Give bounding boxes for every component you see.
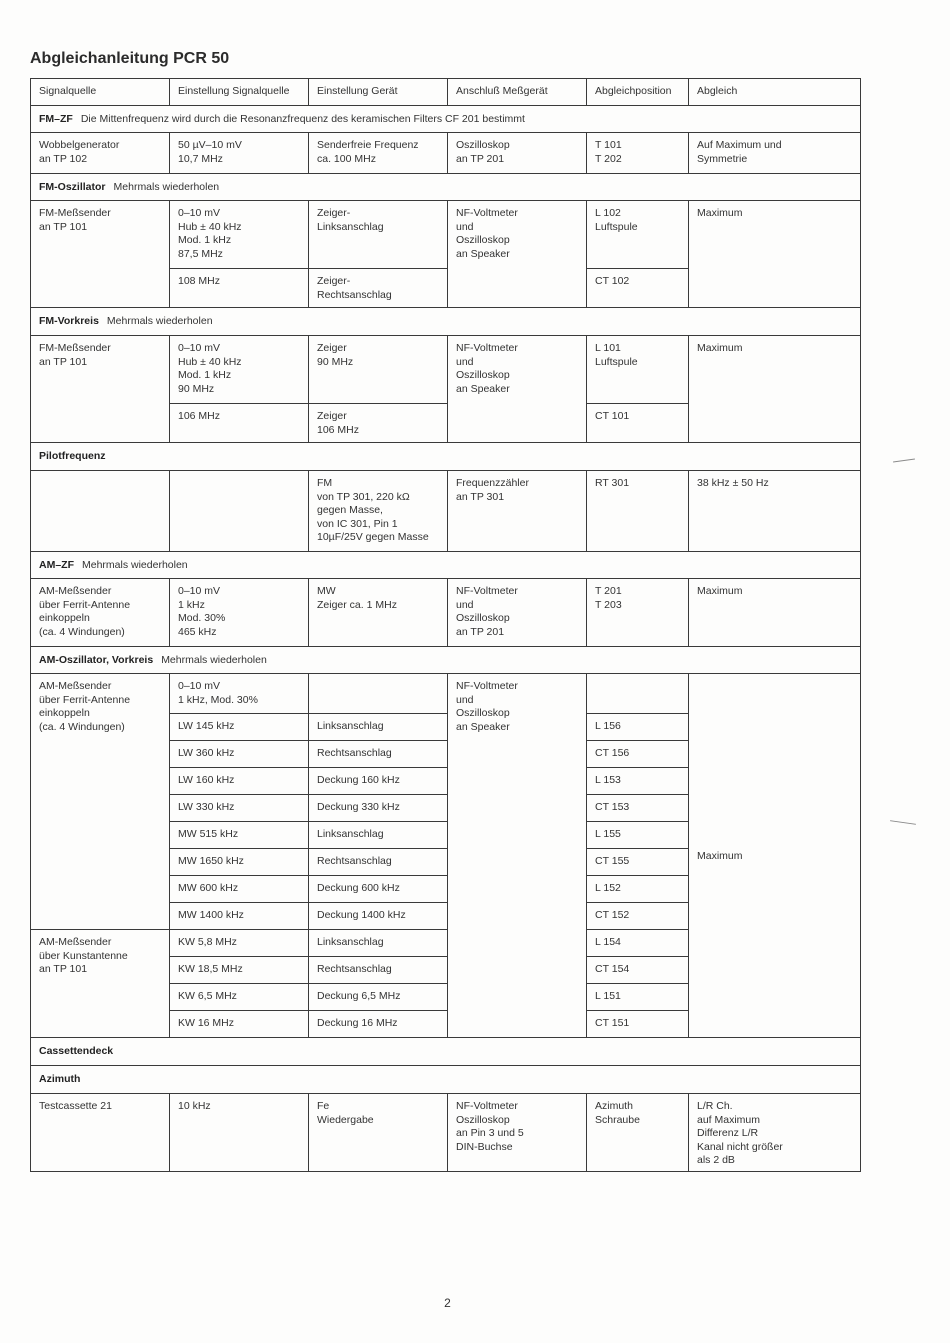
table-cell: LW 330 kHz [170,795,309,822]
table-cell: CT 154 [587,957,689,984]
table-cell: KW 5,8 MHz [170,930,309,957]
table-cell: Linksanschlag [309,822,448,849]
section-title: Pilotfrequenz [39,450,106,462]
section-note: Mehrmals wiederholen [106,315,213,327]
table-cell: Maximum [689,674,861,1038]
table-cell: KW 18,5 MHz [170,957,309,984]
table-cell: FM-Meßsender an TP 101 [31,201,170,308]
table-cell: Deckung 330 kHz [309,795,448,822]
table-cell: Testcassette 21 [31,1094,170,1172]
section-heading [31,308,861,336]
table-cell: 0–10 mV 1 kHz Mod. 30% 465 kHz [170,579,309,647]
table-cell: Rechtsanschlag [309,957,448,984]
table-cell: Oszilloskop an TP 201 [448,133,587,174]
table-cell: Azimuth Schraube [587,1094,689,1172]
table-cell: CT 152 [587,903,689,930]
table-cell: CT 153 [587,795,689,822]
table-cell: Deckung 1400 kHz [309,903,448,930]
table-cell [31,471,170,552]
table-cell: Frequenzzähler an TP 301 [448,471,587,552]
table-cell: Rechtsanschlag [309,741,448,768]
table-cell: L 101 Luftspule [587,336,689,404]
table-cell: CT 102 [587,269,689,308]
table-cell: MW 600 kHz [170,876,309,903]
section-heading [31,1038,861,1066]
table-cell: KW 6,5 MHz [170,984,309,1011]
table-cell: Deckung 6,5 MHz [309,984,448,1011]
table-cell: NF-Voltmeter und Oszilloskop an Speaker [448,336,587,443]
table-cell: Zeiger- Linksanschlag [309,201,448,269]
scan-mark [890,820,916,825]
table-cell: T 101 T 202 [587,133,689,174]
section-row-azimuth [31,1066,861,1094]
table-row [31,133,861,174]
section-heading [31,443,861,471]
section-row-pilotfrequenz [31,443,861,471]
table-cell: L 102 Luftspule [587,201,689,269]
table-cell: MW 1650 kHz [170,849,309,876]
section-row-fm-zf [31,106,861,133]
header-cell: Abgleichposition [587,79,689,106]
section-heading [31,552,861,579]
table-cell: Maximum [689,579,861,647]
table-cell: KW 16 MHz [170,1011,309,1038]
table-cell: Linksanschlag [309,930,448,957]
header-cell: Einstellung Gerät [309,79,448,106]
adjustment-table-container [30,78,860,1172]
table-cell: NF-Voltmeter Oszilloskop an Pin 3 und 5 DIN-Buchse [448,1094,587,1172]
table-cell: L 152 [587,876,689,903]
section-title: FM-Oszillator [39,181,106,193]
table-cell: LW 160 kHz [170,768,309,795]
table-cell: NF-Voltmeter und Oszilloskop an Speaker [448,674,587,1038]
table-cell: Zeiger- Rechtsanschlag [309,269,448,308]
table-cell: 38 kHz ± 50 Hz [689,471,861,552]
section-title: Cassettendeck [39,1045,114,1057]
table-cell: Rechtsanschlag [309,849,448,876]
table-row [31,674,861,714]
table-cell: 0–10 mV Hub ± 40 kHz Mod. 1 kHz 90 MHz [170,336,309,404]
header-cell: Anschluß Meßgerät [448,79,587,106]
table-cell: L 156 [587,714,689,741]
scan-mark [893,458,915,462]
adjustment-table [30,78,861,1172]
table-cell: LW 360 kHz [170,741,309,768]
table-row [31,579,861,647]
section-row-cassettendeck [31,1038,861,1066]
table-cell: AM-Meßsender über Kunstantenne an TP 101 [31,930,170,1038]
section-heading [31,106,861,133]
section-title: AM–ZF [39,559,74,571]
table-cell: Zeiger 106 MHz [309,404,448,443]
table-header-row [31,79,861,106]
section-note: Mehrmals wiederholen [161,654,267,666]
table-cell: CT 101 [587,404,689,443]
table-cell: CT 151 [587,1011,689,1038]
table-cell: MW Zeiger ca. 1 MHz [309,579,448,647]
section-title: FM-Vorkreis [39,315,99,327]
section-note: Mehrmals wiederholen [82,559,188,571]
table-cell: Deckung 160 kHz [309,768,448,795]
section-row-am-zf [31,552,861,579]
table-cell: L 153 [587,768,689,795]
table-cell: Deckung 16 MHz [309,1011,448,1038]
table-cell: 0–10 mV 1 kHz, Mod. 30% [170,674,309,714]
section-heading [31,174,861,201]
table-cell: FM-Meßsender an TP 101 [31,336,170,443]
section-title: Azimuth [39,1073,81,1085]
table-cell: 10 kHz [170,1094,309,1172]
table-cell: NF-Voltmeter und Oszilloskop an TP 201 [448,579,587,647]
table-cell: Zeiger 90 MHz [309,336,448,404]
table-cell: T 201 T 203 [587,579,689,647]
table-row [31,201,861,269]
section-title: FM–ZF [39,113,73,125]
section-heading [31,647,861,674]
table-cell [170,471,309,552]
table-cell [587,674,689,714]
table-cell: CT 155 [587,849,689,876]
table-cell: FM von TP 301, 220 kΩ gegen Masse, von IC 301, Pin 1 10µF/25V gegen Masse [309,471,448,552]
table-cell: MW 1400 kHz [170,903,309,930]
table-cell: Deckung 600 kHz [309,876,448,903]
table-cell: L 154 [587,930,689,957]
table-cell: L/R Ch. auf Maximum Differenz L/R Kanal nicht größer als 2 dB [689,1094,861,1172]
table-cell: L 151 [587,984,689,1011]
table-cell: LW 145 kHz [170,714,309,741]
section-row-fm-oszillator [31,174,861,201]
table-cell: CT 156 [587,741,689,768]
section-row-am-oszillator [31,647,861,674]
section-heading [31,1066,861,1094]
table-cell [309,674,448,714]
table-cell: Senderfreie Frequenz ca. 100 MHz [309,133,448,174]
table-cell: 108 MHz [170,269,309,308]
table-row [31,1094,861,1172]
header-cell: Einstellung Signalquelle [170,79,309,106]
table-cell: Maximum [689,336,861,443]
table-row [31,471,861,552]
table-cell: Linksanschlag [309,714,448,741]
table-cell: 50 µV–10 mV 10,7 MHz [170,133,309,174]
table-cell: Auf Maximum und Symmetrie [689,133,861,174]
header-cell: Signalquelle [31,79,170,106]
table-cell: L 155 [587,822,689,849]
table-cell: RT 301 [587,471,689,552]
table-cell: MW 515 kHz [170,822,309,849]
section-note: Mehrmals wiederholen [113,181,220,193]
table-cell: Maximum [689,201,861,308]
header-cell: Abgleich [689,79,861,106]
table-cell: NF-Voltmeter und Oszilloskop an Speaker [448,201,587,308]
table-cell: Wobbelgenerator an TP 102 [31,133,170,174]
section-row-fm-vorkreis [31,308,861,336]
table-cell: 106 MHz [170,404,309,443]
section-note: Die Mittenfrequenz wird durch die Resonanzfrequenz des keramischen Filters CF 201 bestimmt [80,113,525,125]
table-cell: AM-Meßsender über Ferrit-Antenne einkoppeln (ca. 4 Windungen) [31,579,170,647]
document-title: Abgleichanleitung PCR 50 [30,50,230,67]
table-cell: 0–10 mV Hub ± 40 kHz Mod. 1 kHz 87,5 MHz [170,201,309,269]
table-cell: Fe Wiedergabe [309,1094,448,1172]
page-number: 2 [444,1296,451,1310]
table-cell: AM-Meßsender über Ferrit-Antenne einkoppeln (ca. 4 Windungen) [31,674,170,930]
section-title: AM-Oszillator, Vorkreis [39,654,154,666]
table-row [31,336,861,404]
